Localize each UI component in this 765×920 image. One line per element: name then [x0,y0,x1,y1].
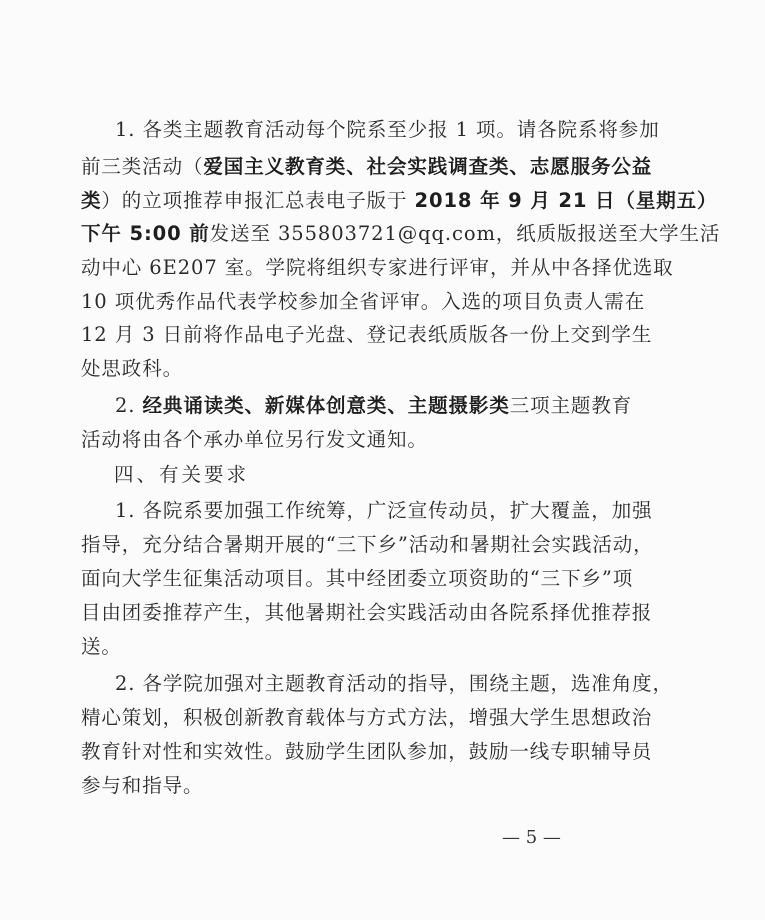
paragraph-1-line-7 [0,322,731,348]
paragraph-1-line-1 [0,117,765,143]
text: 前三类活动（ [81,155,204,178]
text: 面向大学生征集活动项目。其中经团委立项资助的“三下乡”项 [81,567,634,590]
text: 教育针对性和实效性。鼓励学生团队参加，鼓励一线专职辅导员 [81,740,653,763]
paragraph-4-line-2 [0,705,731,731]
paragraph-1-line-3 [0,188,731,214]
text: 10 项优秀作品代表学校参加全省评审。入选的项目负责人需在 [81,290,646,313]
paragraph-1-line-5 [0,255,731,281]
bold-date: 2018 年 9 月 21 日（星期五） [414,189,718,212]
text: 1. 各院系要加强工作统筹，广泛宣传动员，扩大覆盖，加强 [115,499,653,522]
paragraph-3-line-2 [0,532,731,558]
paragraph-3-line-3 [0,566,731,592]
text: 指导，充分结合暑期开展的“三下乡”活动和暑期社会实践活动， [81,533,654,556]
paragraph-1-line-6 [0,289,731,315]
text: 动中心 6E207 室。学院将组织专家进行评审，并从中各择优选取 [81,256,674,279]
bold-deadline: 下午 5:00 前 [81,222,210,245]
text: 2. 各学院加强对主题教育活动的指导，围绕主题，选准角度， [115,672,673,695]
text: 目由团委推荐产生，其他暑期社会实践活动由各院系择优推荐报 [81,601,653,624]
text: 处思政科。 [81,357,184,380]
text: 三项主题教育 [509,394,633,417]
text: 活动将由各个承办单位另行发文通知。 [81,428,428,451]
paragraph-1-line-8 [0,356,731,382]
text: ）的立项推荐申报汇总表电子版于 [101,189,415,212]
page-number: — 5 — [502,827,561,848]
paragraph-4-line-1 [0,671,765,697]
paragraph-3-line-4 [0,600,731,626]
paragraph-4-line-4 [0,773,731,799]
paragraph-1-line-2 [0,154,731,180]
text: 1. 各类主题教育活动每个院系至少报 1 项。请各院系将参加 [115,118,660,141]
bold-text: 爱国主义教育类、社会实践调查类、志愿服务公益 [203,155,653,178]
paragraph-1-line-4 [0,221,731,247]
text: 2. [115,394,143,417]
paragraph-3-line-1 [0,498,765,524]
paragraph-2-line-1 [0,393,765,419]
paragraph-2-line-2 [0,427,731,453]
text: 发送至 355803721@qq.com，纸质版报送至大学生活 [209,222,721,245]
text: 12 月 3 日前将作品电子光盘、登记表纸质版各一份上交到学生 [81,323,653,346]
paragraph-3-line-5 [0,634,731,660]
section-heading: 四、有关要求 [114,463,250,486]
text: 精心策划，积极创新教育载体与方式方法，增强大学生思想政治 [81,706,653,729]
paragraph-4-line-3 [0,739,731,765]
text: 参与和指导。 [81,774,204,797]
bold-text: 类 [81,189,102,212]
bold-text: 经典诵读类、新媒体创意类、主题摄影类 [142,394,510,417]
text: 送。 [81,635,122,658]
